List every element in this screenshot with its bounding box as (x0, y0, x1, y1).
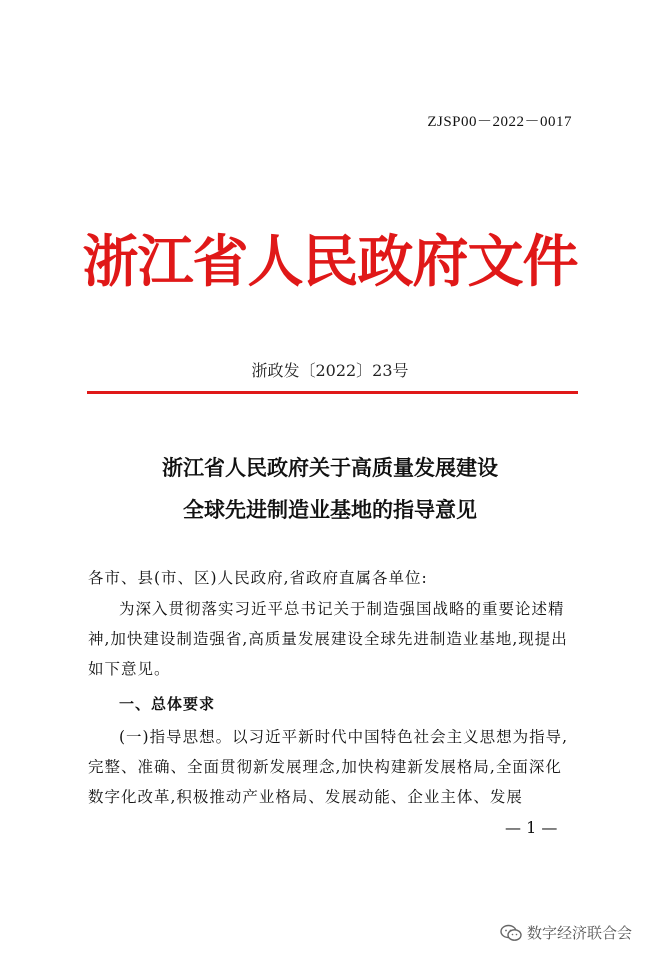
watermark (500, 922, 632, 943)
document-title-line-2: 全球先进制造业基地的指导意见 (183, 497, 477, 522)
page-number: — 1 — (505, 818, 558, 837)
document-title-line-1: 浙江省人民政府关于高质量发展建设 (162, 455, 498, 480)
watermark-text: 数字经济联合会 (527, 924, 633, 942)
issuer-red-title: 浙江省人民政府文件 (82, 229, 578, 295)
document-code: ZJSP00－2022－0017 (427, 114, 572, 130)
addressee: 各市、县(市、区)人民政府,省政府直属各单位: (88, 569, 428, 587)
section-heading: 一、总体要求 (119, 695, 216, 713)
red-divider (87, 391, 578, 394)
intro-paragraph: 为深入贯彻落实习近平总书记关于制造强国战略的重要论述精神,加快建设制造强省,高质量发展建设全球先进制造业基地,现提出如下意见。 (88, 600, 568, 678)
guiding-paragraph: (一)指导思想。以习近平新时代中国特色社会主义思想为指导,完整、准确、全面贯彻新发展理念,加快构建新发展格局,全面深化数字化改革,积极推动产业格局、发展动能、企业主体、发展 (88, 728, 569, 806)
wechat-icon (500, 924, 522, 942)
document-number: 浙政发〔2022〕23号 (251, 361, 409, 380)
